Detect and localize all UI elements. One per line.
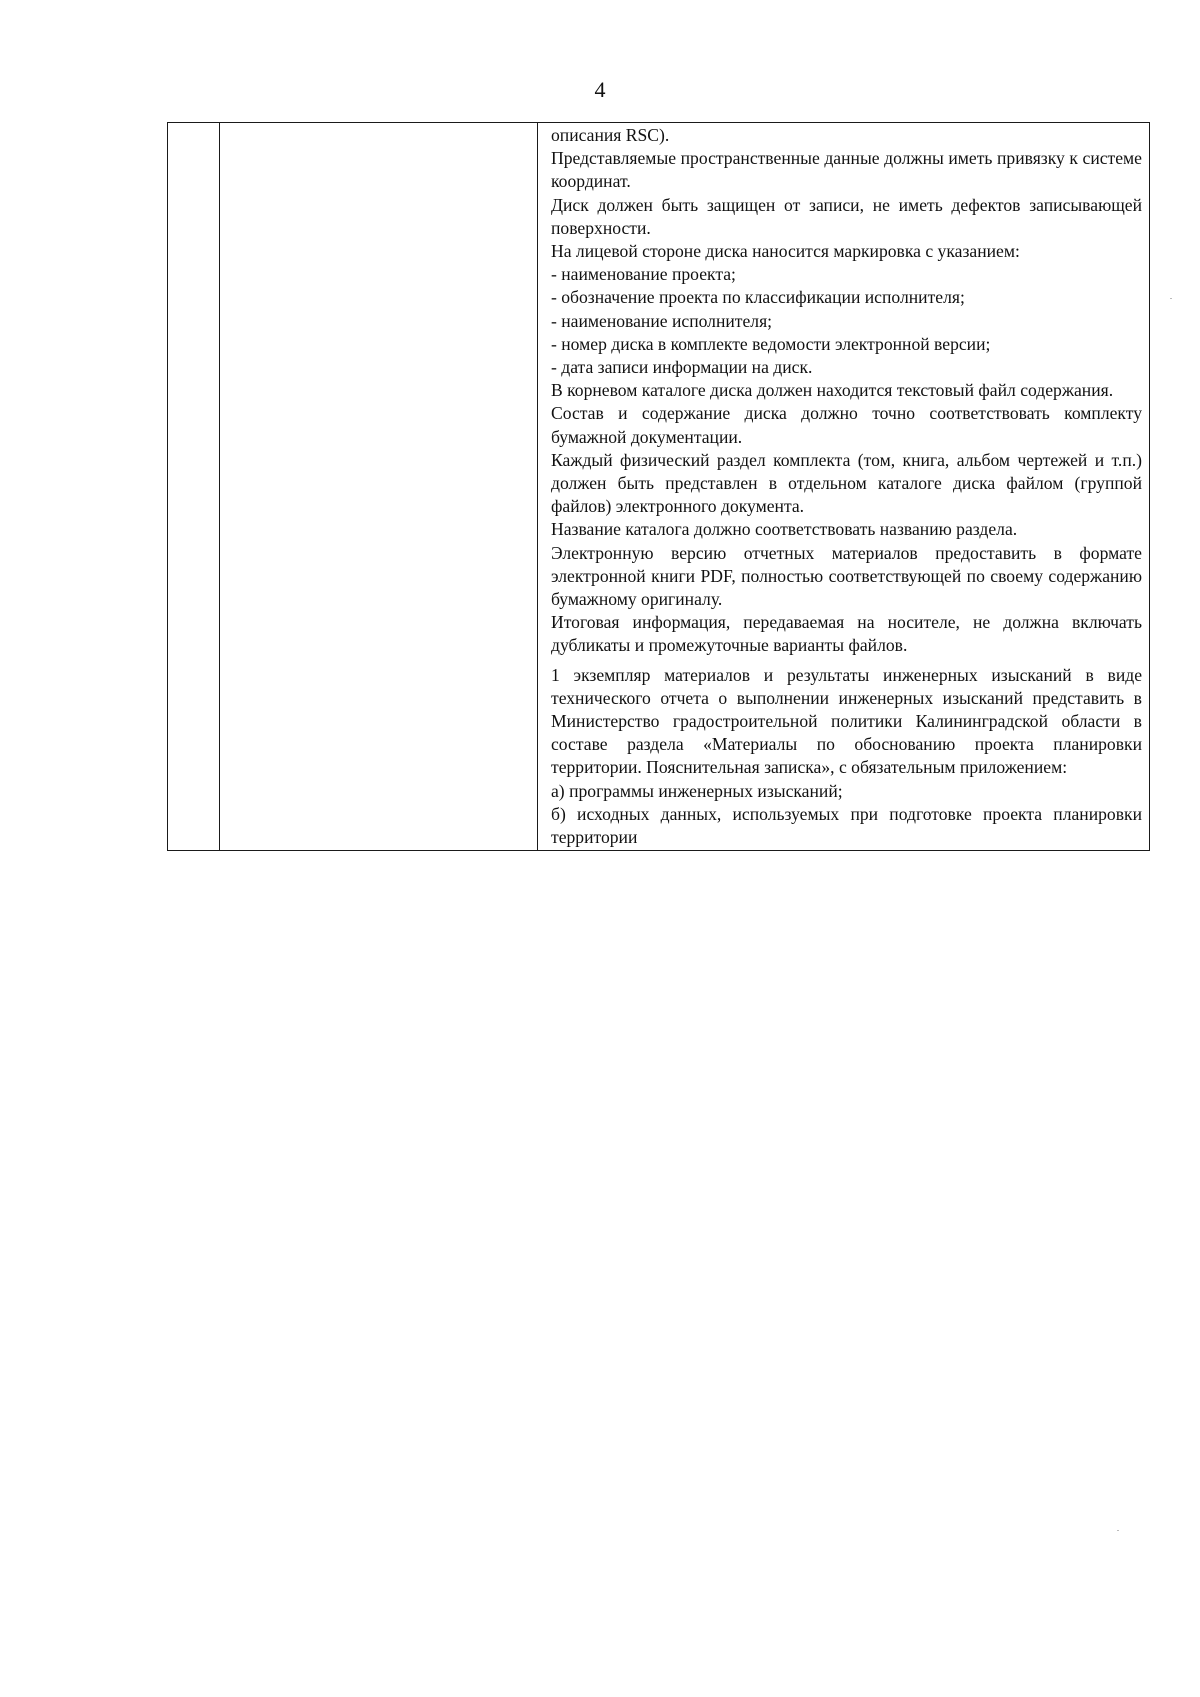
- paragraph: Название каталога должно соответствовать названию раздела.: [551, 519, 1018, 540]
- paragraph: Представляемые пространственные данные должны иметь привязку к системе координат.: [551, 148, 1142, 192]
- paragraph: 1 экземпляр материалов и результаты инженерных изысканий в виде технического отчета о выполнении инженерных изысканий представить в Министерство градостроительной политики Калининградской области в составе раздела «Материалы по обоснованию проекта планировки территории. Пояснительная записка», с обязательным приложением:: [551, 664, 1142, 778]
- page-number: 4: [594, 77, 606, 102]
- list-item: - наименование проекта;: [551, 264, 736, 285]
- scan-speck: [1170, 298, 1172, 299]
- list-item: а) программы инженерных изысканий;: [551, 780, 843, 801]
- requirements-text: [538, 123, 1149, 850]
- list-item: б) исходных данных, используемых при подготовке проекта планировки территории: [551, 803, 1142, 848]
- table-cell-number: [168, 123, 220, 851]
- table-cell-requirements: [538, 123, 1150, 851]
- list-item: - номер диска в комплекте ведомости электронной версии;: [551, 333, 991, 354]
- paragraph: В корневом каталоге диска должен находится текстовый файл содержания.: [551, 380, 1114, 401]
- paragraph: Каждый физический раздел комплекта (том, книга, альбом чертежей и т.п.) должен быть представлен в отдельном каталоге диска файлом (группой файлов) электронного документа.: [551, 449, 1142, 517]
- requirements-table: [167, 122, 1150, 851]
- list-item: - наименование исполнителя;: [551, 310, 773, 331]
- paragraph: Электронную версию отчетных материалов предоставить в формате электронной книги PDF, полностью соответствующей по своему содержанию бумажному оригиналу.: [551, 542, 1142, 610]
- table-row: [168, 123, 1150, 851]
- list-item: - обозначение проекта по классификации исполнителя;: [551, 287, 965, 308]
- list-item: - дата записи информации на диск.: [551, 357, 813, 378]
- paragraph: описания RSC).: [551, 125, 670, 145]
- paragraph: Диск должен быть защищен от записи, не иметь дефектов записывающей поверхности.: [551, 194, 1142, 238]
- scan-speck: [1117, 1530, 1119, 1531]
- table-cell-item: [220, 123, 538, 851]
- paragraph: На лицевой стороне диска наносится маркировка с указанием:: [551, 241, 1020, 262]
- paragraph: Состав и содержание диска должно точно соответствовать комплекту бумажной документации.: [551, 403, 1142, 447]
- paragraph: Итоговая информация, передаваемая на носителе, не должна включать дубликаты и промежуточные варианты файлов.: [551, 612, 1142, 656]
